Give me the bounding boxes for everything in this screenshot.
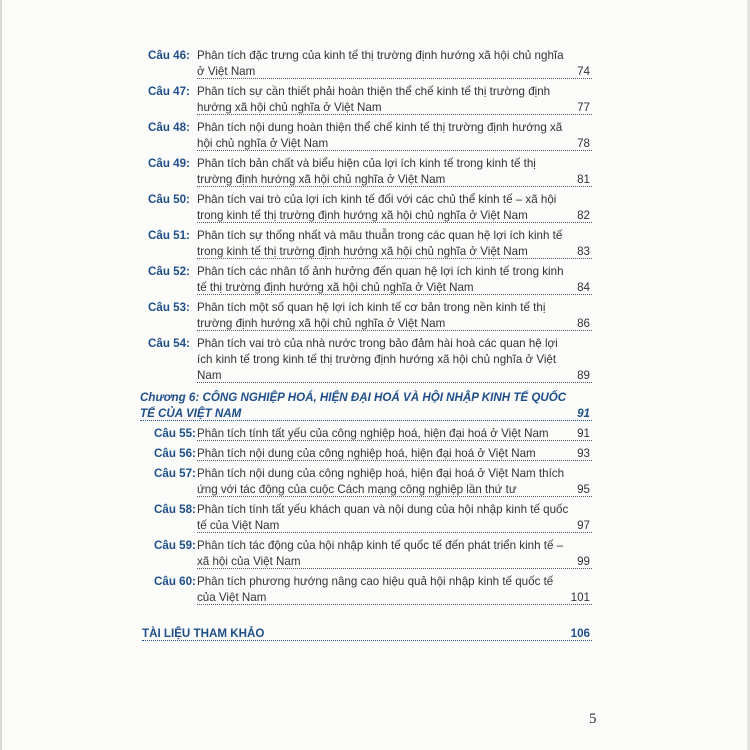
- toc-entry-title: Phân tích tính tất yếu của công nghiệp hoá, hiện đại hoá ở Việt Nam: [130, 426, 600, 442]
- toc-entry-page: 89: [577, 369, 590, 382]
- toc-entry-label: Câu 60:: [154, 575, 196, 588]
- toc-entry-55[interactable]: [130, 426, 600, 442]
- toc-entry-53[interactable]: [130, 300, 600, 332]
- toc-entry-page: 74: [577, 65, 590, 78]
- toc-entry-46[interactable]: [130, 48, 600, 80]
- toc-entry-label: Câu 53:: [148, 301, 190, 314]
- toc-references[interactable]: [130, 626, 600, 642]
- toc-entry-page: 91: [577, 427, 590, 440]
- toc-entry-title: Phân tích một số quan hệ lợi ích kinh tế cơ bản trong nền kinh tế thị trường định hướng xã hội chủ nghĩa ở Việt Nam: [130, 300, 600, 332]
- toc-entry-51[interactable]: [130, 228, 600, 260]
- chapter-heading: [130, 390, 600, 422]
- toc-entry-label: Câu 47:: [148, 85, 190, 98]
- toc-entry-58[interactable]: [130, 502, 600, 534]
- toc-entry-page: 84: [577, 281, 590, 294]
- references-page: 106: [570, 627, 590, 640]
- toc-entry-page: 97: [577, 519, 590, 532]
- toc-entry-47[interactable]: [130, 84, 600, 116]
- page-number: 5: [589, 711, 597, 727]
- toc-entry-59[interactable]: [130, 538, 600, 570]
- chapter-page: 91: [577, 407, 590, 420]
- toc-entry-label: Câu 58:: [154, 503, 196, 516]
- page-edge-left: [0, 0, 2, 750]
- table-of-contents: [130, 48, 600, 642]
- toc-entry-52[interactable]: [130, 264, 600, 296]
- toc-entry-title: Phân tích các nhân tố ảnh hưởng đến quan hệ lợi ích kinh tế trong kinh tế thị trường định hướng xã hội chủ nghĩa ở Việt Nam: [130, 264, 600, 296]
- toc-entry-label: Câu 52:: [148, 265, 190, 278]
- toc-entry-label: Câu 54:: [148, 337, 190, 350]
- toc-entry-title: Phân tích nội dung hoàn thiện thể chế kinh tế thị trường định hướng xã hội chủ nghĩa ở Việt Nam: [130, 120, 600, 152]
- toc-entry-title: Phân tích sự cần thiết phải hoàn thiện thể chế kinh tế thị trường định hướng xã hội chủ nghĩa ở Việt Nam: [130, 84, 600, 116]
- toc-entry-page: 77: [577, 101, 590, 114]
- toc-entry-title: Phân tích vai trò của nhà nước trong bảo đảm hài hoà các quan hệ lợi ích kinh tế trong kinh tế thị trường định hướng xã hội chủ nghĩa ở Việt Nam: [130, 336, 600, 384]
- toc-entry-56[interactable]: [130, 446, 600, 462]
- toc-entry-label: Câu 48:: [148, 121, 190, 134]
- chapter-label: Chương 6:: [140, 391, 200, 404]
- toc-entry-label: Câu 46:: [148, 49, 190, 62]
- toc-entry-page: 78: [577, 137, 590, 150]
- toc-entry-title: Phân tích tính tất yếu khách quan và nội dung của hội nhập kinh tế quốc tế của Việt Nam: [130, 502, 600, 534]
- toc-chapter-6[interactable]: [130, 390, 600, 422]
- toc-entry-title: Phân tích sự thống nhất và mâu thuẫn trong các quan hệ lợi ích kinh tế trong kinh tế thị trường định hướng xã hội chủ nghĩa ở Việt Nam: [130, 228, 600, 260]
- toc-entry-label: Câu 51:: [148, 229, 190, 242]
- toc-entry-title: Phân tích vai trò của lợi ích kinh tế đối với các chủ thể kinh tế – xã hội trong kinh tế thị trường định hướng xã hội chủ nghĩa ở Việt Nam: [130, 192, 600, 224]
- toc-entry-label: Câu 50:: [148, 193, 190, 206]
- toc-entry-title: Phân tích phương hướng nâng cao hiệu quả hội nhập kinh tế quốc tế của Việt Nam: [130, 574, 600, 606]
- toc-entry-page: 99: [577, 555, 590, 568]
- toc-entry-title: Phân tích nội dung của công nghiệp hoá, hiện đại hoá ở Việt Nam: [130, 446, 600, 462]
- toc-entry-page: 93: [577, 447, 590, 460]
- toc-entry-57[interactable]: [130, 466, 600, 498]
- toc-entry-label: Câu 59:: [154, 539, 196, 552]
- toc-entry-page: 81: [577, 173, 590, 186]
- chapter-title: CÔNG NGHIỆP HOÁ, HIỆN ĐẠI HOÁ VÀ HỘI NHẬP KINH TẾ QUỐC TẾ CỦA VIỆT NAM: [140, 391, 567, 420]
- toc-entry-50[interactable]: [130, 192, 600, 224]
- toc-entry-title: Phân tích đặc trưng của kinh tế thị trường định hướng xã hội chủ nghĩa ở Việt Nam: [130, 48, 600, 80]
- toc-entry-48[interactable]: [130, 120, 600, 152]
- toc-entry-label: Câu 57:: [154, 467, 196, 480]
- toc-entry-page: 83: [577, 245, 590, 258]
- toc-entry-page: 82: [577, 209, 590, 222]
- toc-entry-page: 95: [577, 483, 590, 496]
- toc-entry-60[interactable]: [130, 574, 600, 606]
- toc-entry-page: 101: [570, 591, 590, 604]
- references-title: TÀI LIỆU THAM KHẢO: [130, 626, 600, 642]
- toc-entry-49[interactable]: [130, 156, 600, 188]
- toc-entry-label: Câu 49:: [148, 157, 190, 170]
- toc-entry-label: Câu 56:: [154, 447, 196, 460]
- toc-entry-54[interactable]: [130, 336, 600, 384]
- toc-entry-label: Câu 55:: [154, 427, 196, 440]
- toc-entry-title: Phân tích nội dung của công nghiệp hoá, hiện đại hoá ở Việt Nam thích ứng với tác động của cuộc Cách mạng công nghiệp lần thứ tư: [130, 466, 600, 498]
- toc-entry-title: Phân tích tác động của hội nhập kinh tế quốc tế đến phát triển kinh tế – xã hội của Việt Nam: [130, 538, 600, 570]
- toc-entry-page: 86: [577, 317, 590, 330]
- toc-entry-title: Phân tích bản chất và biểu hiện của lợi ích kinh tế trong kinh tế thị trường định hướng xã hội chủ nghĩa ở Việt Nam: [130, 156, 600, 188]
